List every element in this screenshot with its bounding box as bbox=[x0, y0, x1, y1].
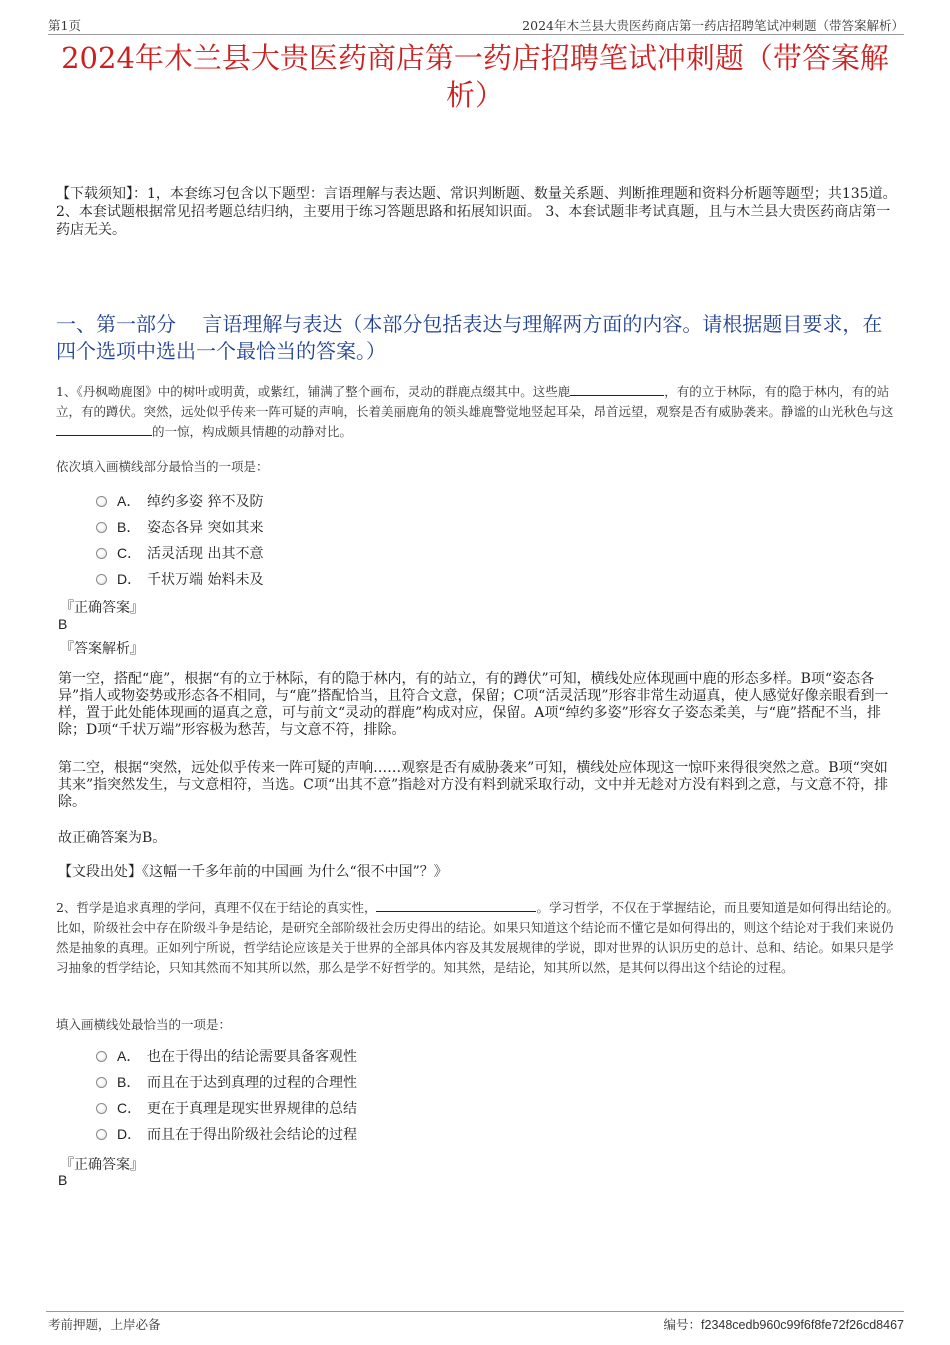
q1-analysis-label: 『答案解析』 bbox=[60, 641, 144, 657]
page-number: 第1页 bbox=[48, 18, 81, 33]
question-1-text bbox=[56, 382, 902, 442]
q1-options bbox=[96, 488, 263, 592]
radio-icon[interactable] bbox=[96, 1077, 107, 1088]
q2-option-b[interactable] bbox=[96, 1069, 357, 1095]
q1-analysis-para-1: 第一空，搭配“鹿”，根据“有的立于林际，有的隐于林内，有的站立，有的蹲伏”可知，横线处应体现画中鹿的形态多样。B项“姿态各异”指人或物姿势或形态各不相同，与“鹿”搭配恰当，且符合文意，保留；C项“活灵活现”形容非常生动逼真，使人感觉好像亲眼看到一样，置于此处能体现画的逼真之意，可与前文“灵动的群鹿”构成对应，保留。A项“绰约多姿”形容女子姿态柔美，与“鹿”搭配不当，排除；D项“千状万端”形容极为愁苦，与文意不符，排除。 bbox=[58, 671, 889, 738]
option-letter: B． bbox=[117, 1074, 141, 1090]
radio-icon[interactable] bbox=[96, 496, 107, 507]
option-letter: C． bbox=[117, 1100, 142, 1116]
q2-prompt: 填入画横线处最恰当的一项是： bbox=[56, 1017, 232, 1032]
footer-serial: 编号：f2348cedb960c99f6f8fe72f26cd8467 bbox=[663, 1318, 904, 1332]
q1-option-d[interactable] bbox=[96, 566, 263, 592]
q2-text-part2: 。学习哲学，不仅在于掌握结论，而且要知道是如何得出结论的。比如，阶级社会中存在阶级斗争是结论，是研究全部阶级社会历史得出的结论。如果只知道这个结论而不懂它是如何得出的，则这个结论对于我们来说仍然是抽象的真理。正如列宁所说，哲学结论应该是关于世界的全部具体内容及其发展规律的学说，即对世界的认识历史的总计、总和、结论。如果只是学习抽象的哲学结论，只知其然而不知其所以然，那么是学不好哲学的。知其然，是结论，知其所以然，是其何以得出这个结论的过程。 bbox=[56, 900, 899, 975]
q2-text-part1: 2、哲学是追求真理的学问，真理不仅在于结论的真实性， bbox=[56, 900, 377, 915]
option-text: 活灵活现 出其不意 bbox=[147, 546, 264, 562]
q2-options bbox=[96, 1043, 357, 1147]
q1-text-part1: 1、《丹枫呦鹿图》中的树叶或明黄，或紫红，铺满了整个画布，灵动的群鹿点缀其中。这些鹿 bbox=[56, 384, 571, 399]
radio-icon[interactable] bbox=[96, 1129, 107, 1140]
radio-icon[interactable] bbox=[96, 548, 107, 559]
page-footer bbox=[46, 1311, 904, 1334]
document-title: 2024年木兰县大贵医药商店第一药店招聘笔试冲刺题（带答案解析） bbox=[61, 41, 889, 112]
q1-conclusion: 故正确答案为B。 bbox=[58, 830, 167, 846]
page-header bbox=[48, 14, 904, 35]
q2-blank bbox=[376, 898, 536, 912]
radio-icon[interactable] bbox=[96, 522, 107, 533]
option-letter: A． bbox=[117, 493, 141, 509]
download-notice: 【下载须知】：1，本套练习包含以下题型：言语理解与表达题、常识判断题、数量关系题、判断推理题和资料分析题等题型；共135道。 2、本套试题根据常见招考题总结归纳，主要用于练习答题思路和拓展知识面。 3、本套试题非考试真题，且与木兰县大贵医药商店第一药店无关。 bbox=[56, 186, 897, 238]
q1-option-b[interactable] bbox=[96, 514, 263, 540]
q2-option-c[interactable] bbox=[96, 1095, 357, 1121]
option-text: 绰约多姿 猝不及防 bbox=[147, 494, 264, 510]
question-2-text bbox=[56, 898, 902, 978]
radio-icon[interactable] bbox=[96, 1051, 107, 1062]
option-letter: D． bbox=[117, 571, 142, 587]
radio-icon[interactable] bbox=[96, 574, 107, 585]
q1-prompt: 依次填入画横线部分最恰当的一项是： bbox=[56, 459, 269, 474]
q1-blank-2 bbox=[56, 422, 152, 436]
q2-option-a[interactable] bbox=[96, 1043, 357, 1069]
q1-blank-1 bbox=[570, 382, 664, 396]
q1-source: 【文段出处】《这幅一千多年前的中国画 为什么“很不中国”？》 bbox=[58, 864, 448, 880]
q1-option-a[interactable] bbox=[96, 488, 263, 514]
option-text: 也在于得出的结论需要具备客观性 bbox=[147, 1049, 357, 1065]
option-text: 千状万端 始料未及 bbox=[147, 572, 264, 588]
q2-option-d[interactable] bbox=[96, 1121, 357, 1147]
q1-analysis-para-2: 第二空，根据“突然，远处似乎传来一阵可疑的声响……观察是否有威胁袭来”可知，横线处应体现这一惊吓来得很突然之意。B项“突如其来”指突然发生，与文意相符，当选。C项“出其不意”指趁对方没有料到就采取行动，文中并无趁对方没有料到之意，与文意不符，排除。 bbox=[58, 760, 889, 810]
q1-option-c[interactable] bbox=[96, 540, 263, 566]
q1-answer-label: 『正确答案』 bbox=[60, 600, 144, 616]
q1-answer: B bbox=[58, 616, 68, 632]
header-doc-title: 2024年木兰县大贵医药商店第一药店招聘笔试冲刺题（带答案解析） bbox=[522, 18, 904, 33]
option-letter: D． bbox=[117, 1126, 142, 1142]
option-text: 姿态各异 突如其来 bbox=[147, 520, 264, 536]
section-heading: 一、第一部分 言语理解与表达（本部分包括表达与理解两方面的内容。请根据题目要求，在四个选项中选出一个最恰当的答案。） bbox=[56, 312, 883, 363]
q2-answer-label: 『正确答案』 bbox=[60, 1157, 144, 1173]
option-text: 更在于真理是现实世界规律的总结 bbox=[147, 1101, 357, 1117]
q1-text-part3: 的一惊，构成颇具情趣的动静对比。 bbox=[152, 424, 353, 439]
q1-text-part2: ，有的立于林际，有的隐于林内，有的站立，有的蹲伏。突然，远处似乎传来一阵可疑的声响，长着美丽鹿角的领头雄鹿警觉地竖起耳朵，昂首远望，观察是否有威胁袭来。静谧的山光秋色与这 bbox=[56, 384, 894, 419]
option-letter: C． bbox=[117, 545, 142, 561]
option-letter: A． bbox=[117, 1048, 141, 1064]
option-text: 而且在于达到真理的过程的合理性 bbox=[147, 1075, 357, 1091]
q2-answer: B bbox=[58, 1172, 68, 1188]
option-letter: B． bbox=[117, 519, 141, 535]
footer-slogan: 考前押题，上岸必备 bbox=[48, 1317, 161, 1332]
radio-icon[interactable] bbox=[96, 1103, 107, 1114]
option-text: 而且在于得出阶级社会结论的过程 bbox=[147, 1127, 357, 1143]
